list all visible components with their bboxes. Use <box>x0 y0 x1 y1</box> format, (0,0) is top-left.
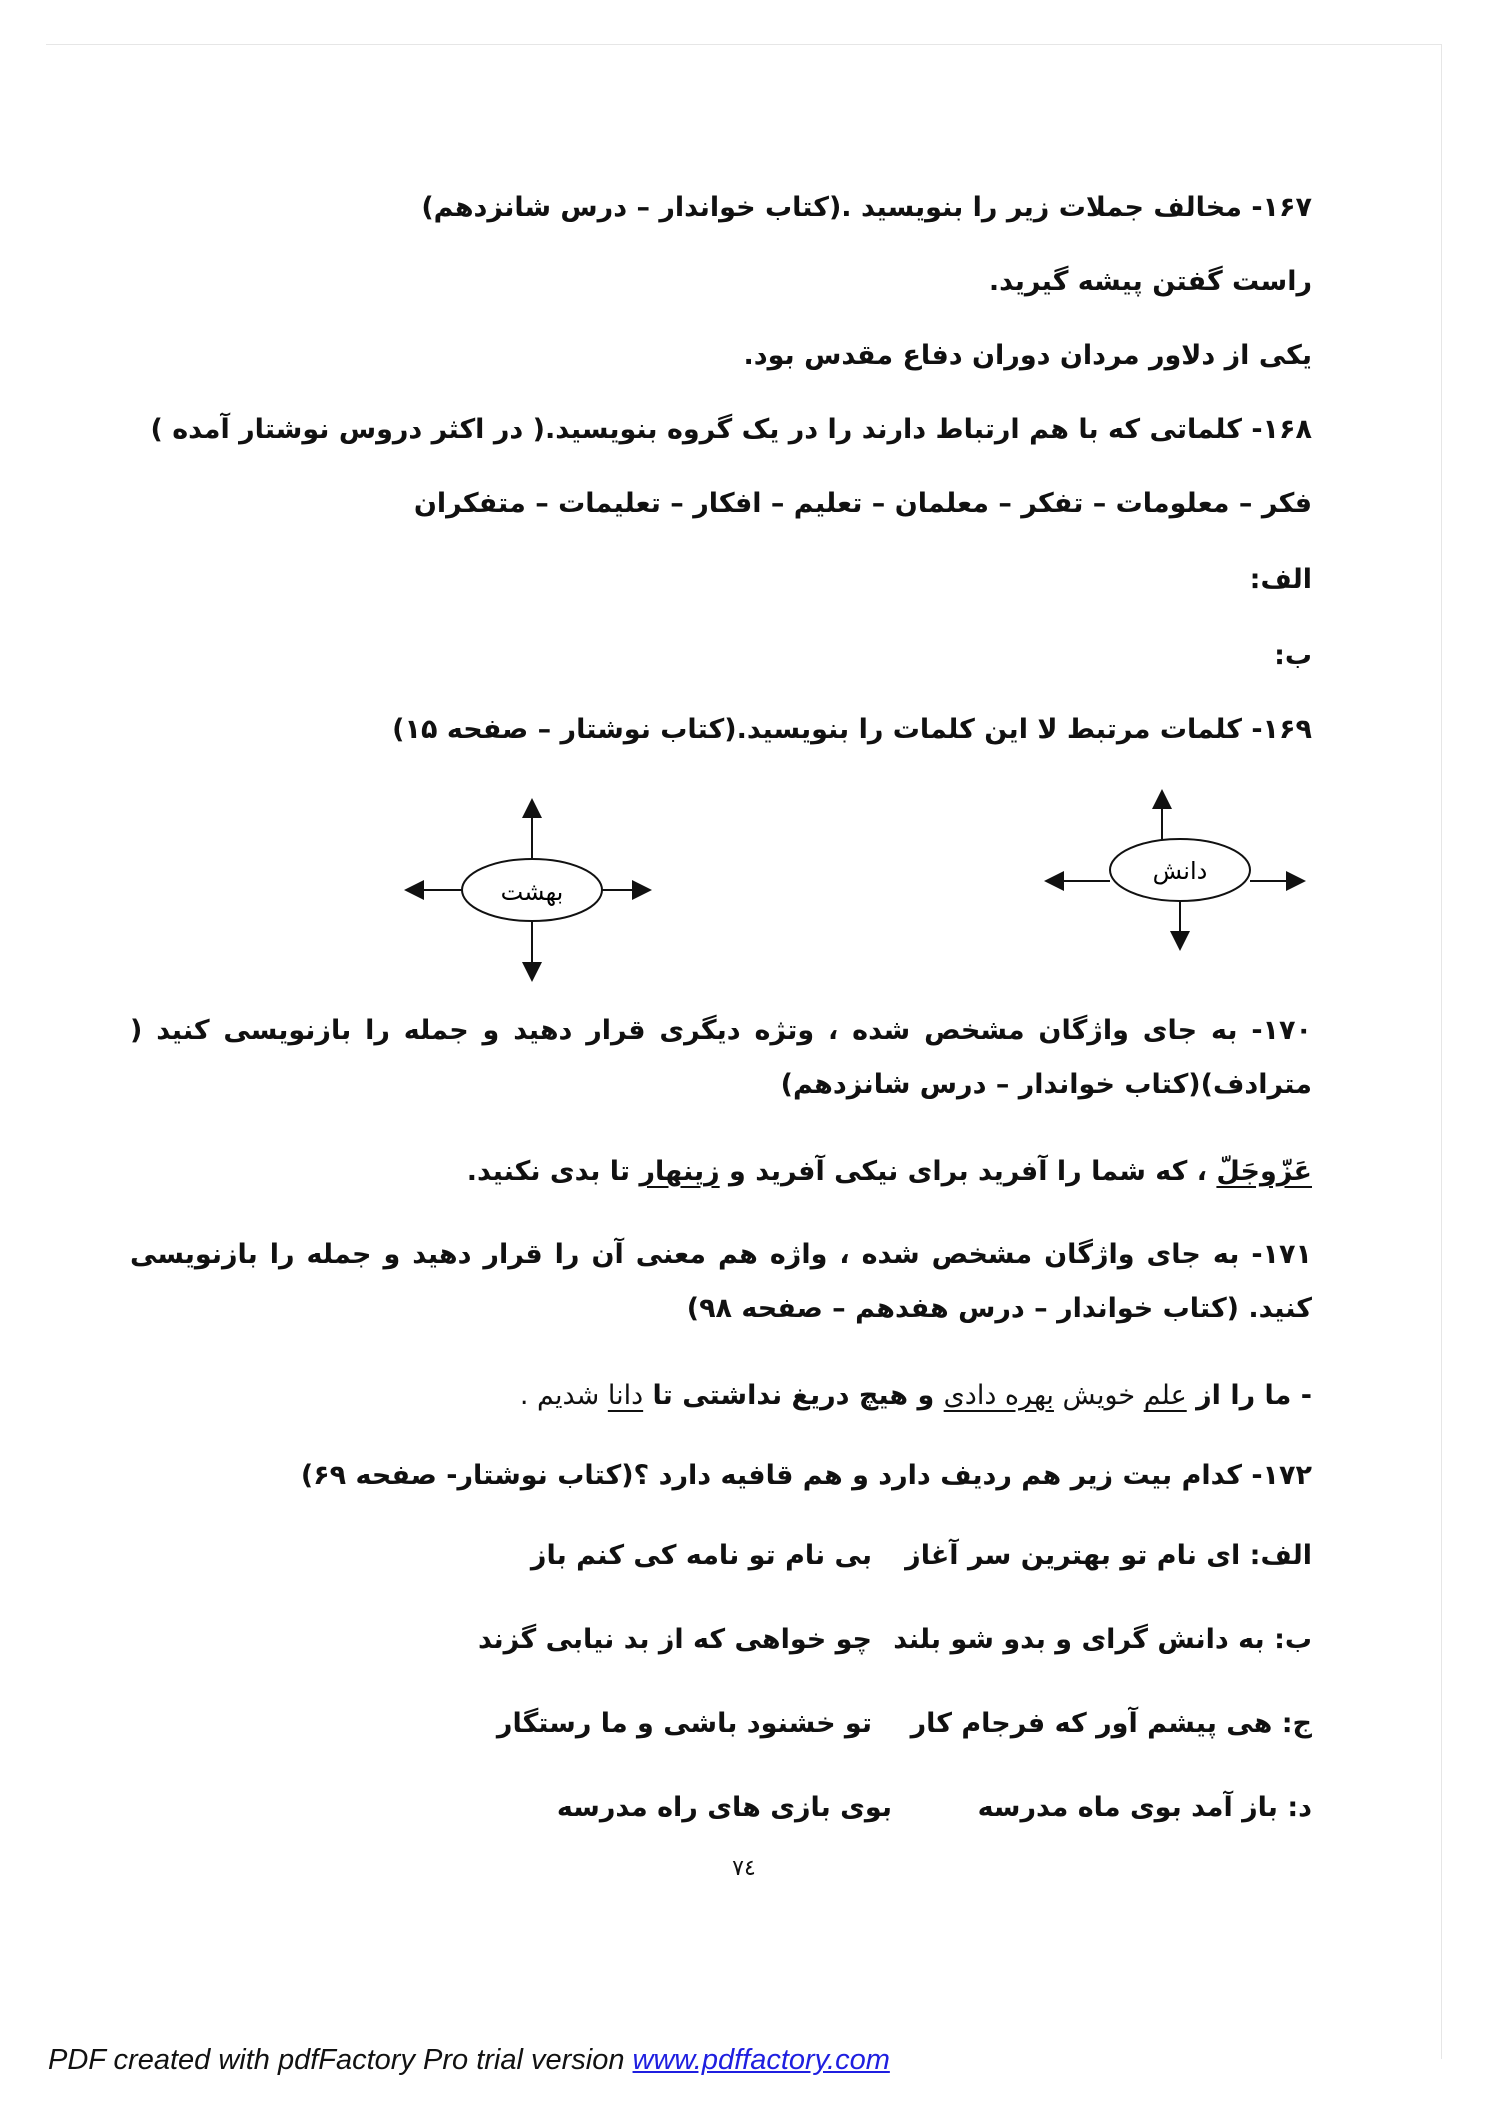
q172-heading: ۱۷۲- کدام بیت زیر هم ردیف دارد و هم قافیه دارد ؟(کتاب نوشتار- صفحه ۶۹) <box>300 1460 1312 1491</box>
diagram-left <box>400 790 660 990</box>
q171-part-1: - ما را از <box>1186 1380 1312 1411</box>
page-number: ۷٤ <box>732 1856 756 1881</box>
q167-sentence-1: راست گفتن پیشه گیرید. <box>988 266 1312 297</box>
option-b-second-hemistich: چو خواهی که از بد نیابی گزند <box>477 1624 872 1655</box>
option-b-first-hemistich: ب: به دانش گرای و بدو شو بلند <box>893 1624 1312 1655</box>
q170-underlined-word-1: عَزّوجَلّ <box>1216 1156 1312 1187</box>
footer-link[interactable]: www.pdffactory.com <box>632 2044 890 2076</box>
q168-words: فکر – معلومات – تفکر – معلمان – تعلیم – افکار – تعلیمات – متفکران <box>413 488 1312 519</box>
q170-sentence <box>467 1152 1312 1192</box>
q167-heading: ۱۶۷- مخالف جملات زیر را بنویسید .(کتاب خواندار – درس شانزدهم) <box>421 192 1312 223</box>
q172-option-c <box>412 1702 1312 1746</box>
option-c-second-hemistich: تو خشنود باشی و ما رستگار <box>496 1708 872 1739</box>
q171-part-3: و هیچ دریغ نداشتی تا <box>643 1380 944 1411</box>
q171-part-4: شدیم . <box>519 1380 608 1411</box>
option-a-second-hemistich: بی نام تو نامه کی کنم باز <box>530 1540 872 1571</box>
q170-heading: ۱۷۰- به جای واژگان مشخص شده ، وتژه دیگری قرار دهید و جمله را بازنویسی کنید ( مترادف)(کتاب خواندار – درس شانزدهم) <box>130 1015 1312 1100</box>
q170-underlined-word-2: زینهار <box>639 1156 720 1187</box>
q169-heading: ۱۶۹- کلمات مرتبط لا این کلمات را بنویسید.(کتاب نوشتار – صفحه ۱۵) <box>392 714 1312 745</box>
q171-underlined-word-1: علم <box>1143 1380 1187 1411</box>
option-a-first-hemistich: الف: ای نام تو بهترین سر آغاز <box>905 1540 1312 1571</box>
q172-option-d <box>412 1786 1312 1830</box>
option-c-first-hemistich: ج: هی پیشم آور که فرجام کار <box>910 1708 1312 1739</box>
q172-option-b <box>412 1618 1312 1662</box>
q172-option-a <box>412 1534 1312 1578</box>
diagram-right <box>1040 785 1310 955</box>
q168-group-a: الف: <box>1249 564 1312 595</box>
word-left: بهشت <box>500 878 564 906</box>
word-right: دانش <box>1152 857 1208 885</box>
q170-sentence-mid: ، که شما را آفرید برای نیکی آفرید و <box>719 1156 1217 1187</box>
q168-heading: ۱۶۸- کلماتی که با هم ارتباط دارند را در یک گروه بنویسید.( در اکثر دروس نوشتار آمده ) <box>150 414 1312 445</box>
q171-underlined-word-2: بهره دادی <box>943 1380 1054 1411</box>
pdf-footer <box>48 2044 890 2077</box>
option-d-second-hemistich: بوی بازی های راه مدرسه <box>556 1792 892 1823</box>
footer-text: PDF created with pdfFactory Pro trial version <box>48 2044 633 2076</box>
q168-group-b: ب: <box>1274 640 1312 671</box>
q170-sentence-end: تا بدی نکنید. <box>466 1156 640 1187</box>
q171-part-2: خویش <box>1053 1380 1144 1411</box>
q171-heading: ۱۷۱- به جای واژگان مشخص شده ، واژه هم معنی آن را قرار دهید و جمله را بازنویسی کنید. (کتاب خواندار – درس هفدهم – صفحه ۹۸) <box>130 1239 1312 1324</box>
option-d-first-hemistich: د: باز آمد بوی ماه مدرسه <box>977 1792 1312 1823</box>
q171-underlined-word-3: دانا <box>607 1380 644 1411</box>
q167-sentence-2: یکی از دلاور مردان دوران دفاع مقدس بود. <box>743 340 1312 371</box>
q171-sentence <box>520 1376 1312 1416</box>
